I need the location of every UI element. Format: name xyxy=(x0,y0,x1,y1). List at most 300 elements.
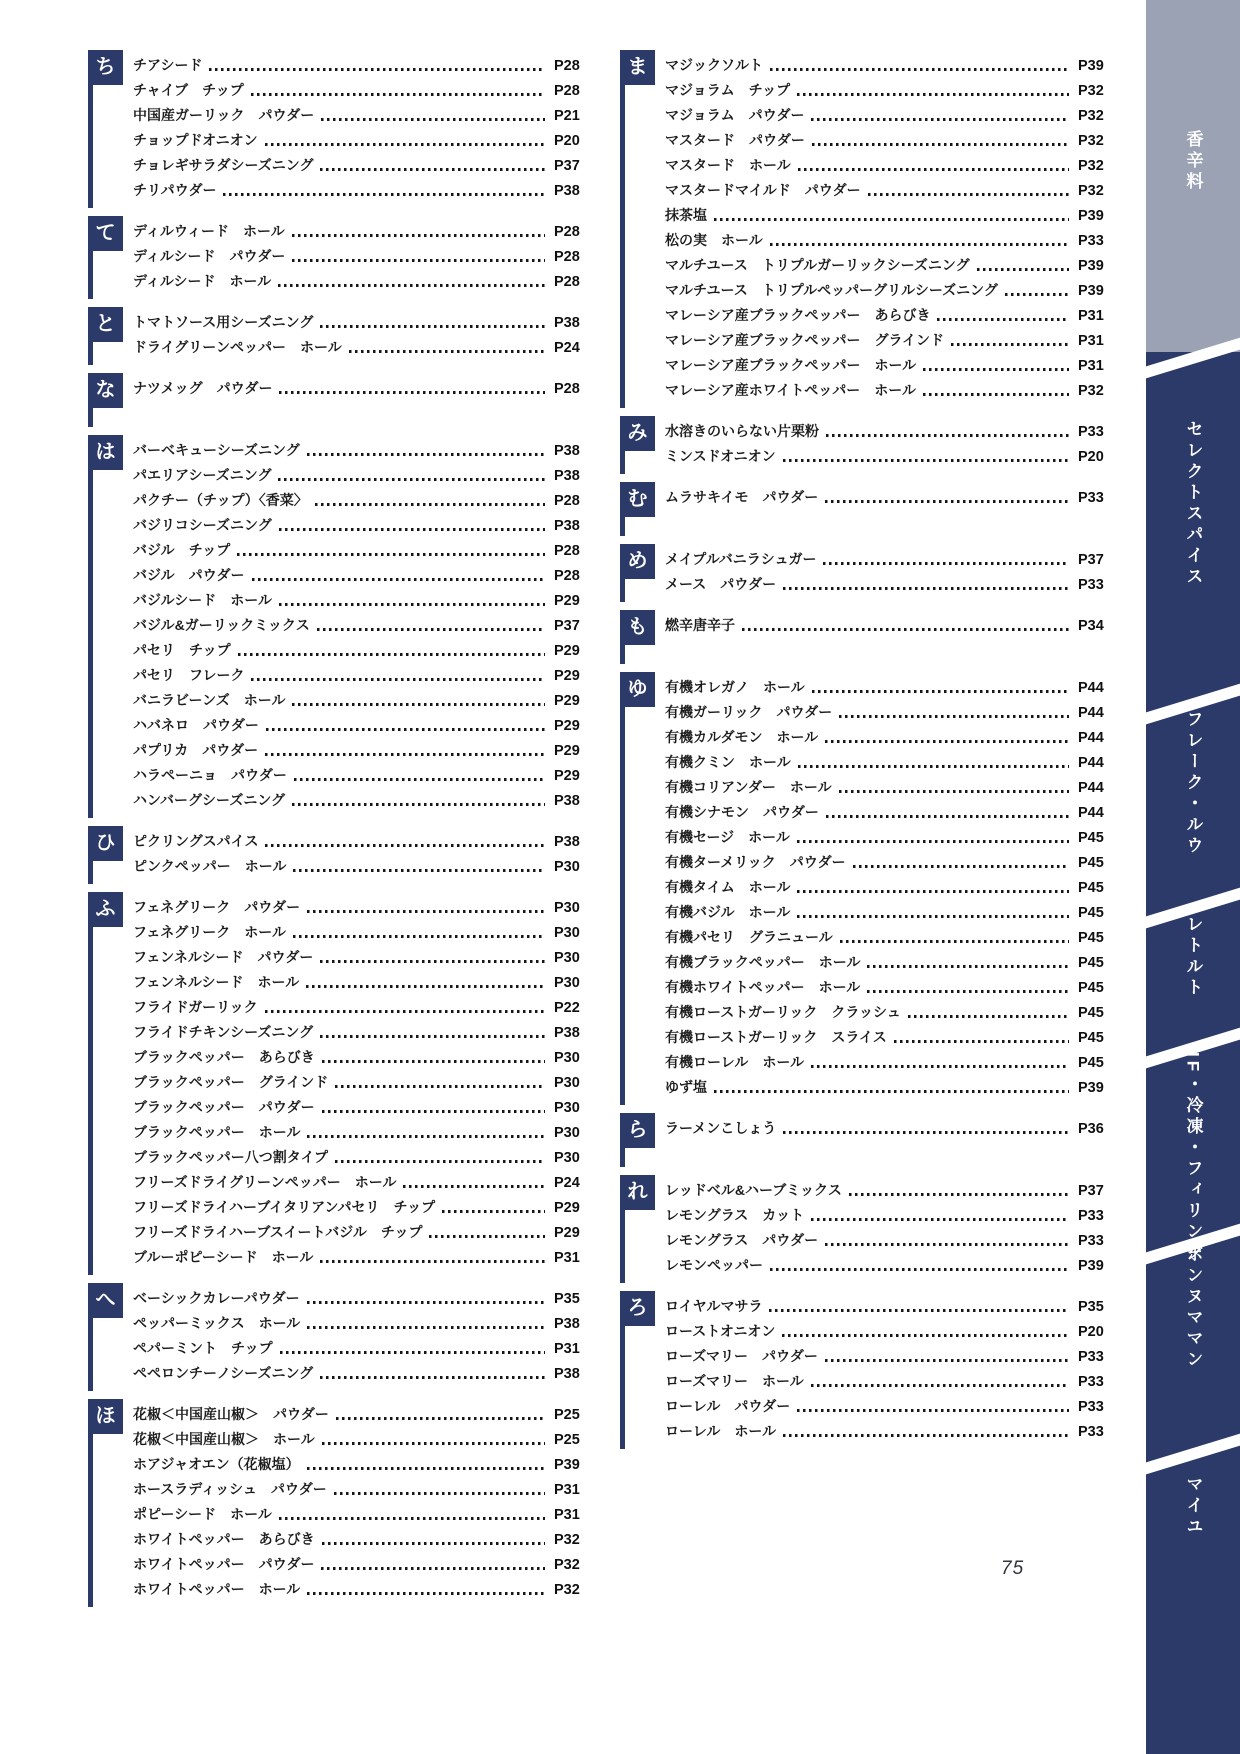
kana-badge: ま xyxy=(620,50,655,85)
index-entry[interactable] xyxy=(665,275,1118,300)
index-section-む xyxy=(620,482,1118,528)
entry-page-ref: P28 xyxy=(554,58,580,74)
kana-badge: む xyxy=(620,482,655,517)
entry-page-ref: P39 xyxy=(1078,1258,1104,1274)
index-entry[interactable] xyxy=(133,1574,594,1599)
index-entry[interactable] xyxy=(665,772,1118,797)
entry-page-ref: P31 xyxy=(1078,358,1104,374)
index-entry[interactable] xyxy=(665,200,1118,225)
entry-name: ピンクペッパー ホール xyxy=(133,858,287,874)
dotted-leader xyxy=(923,368,1069,371)
dotted-leader xyxy=(811,1218,1069,1221)
dotted-leader xyxy=(315,503,545,506)
index-entry[interactable] xyxy=(133,1067,594,1092)
entry-name: トマトソース用シーズニング xyxy=(133,314,314,330)
dotted-leader xyxy=(292,803,545,806)
entry-page-ref: P45 xyxy=(1078,1030,1104,1046)
index-entry[interactable] xyxy=(665,569,1118,594)
entry-name: ローズマリー ホール xyxy=(665,1373,804,1389)
sidebar-tab-4[interactable]: レトルト xyxy=(1183,915,1203,999)
index-entry[interactable] xyxy=(133,332,594,357)
dotted-leader xyxy=(770,68,1069,71)
dotted-leader xyxy=(798,168,1069,171)
index-entry[interactable] xyxy=(133,1524,594,1549)
entry-name: チリパウダー xyxy=(133,182,217,198)
index-section-ゆ xyxy=(620,672,1118,1097)
index-entry[interactable] xyxy=(665,722,1118,747)
index-entry[interactable] xyxy=(133,175,594,200)
entry-name: フェネグリーク ホール xyxy=(133,924,287,940)
section-entries xyxy=(133,1399,594,1599)
index-entry[interactable] xyxy=(665,797,1118,822)
section-entries xyxy=(665,544,1118,594)
section-rule xyxy=(620,1210,625,1283)
index-entry[interactable] xyxy=(133,760,594,785)
dotted-leader xyxy=(797,840,1069,843)
entry-page-ref: P35 xyxy=(554,1291,580,1307)
entry-page-ref: P29 xyxy=(554,668,580,684)
dotted-leader xyxy=(280,1351,545,1354)
dotted-leader xyxy=(853,865,1069,868)
dotted-leader xyxy=(307,910,545,913)
entry-name: ホワイトペッパー ホール xyxy=(133,1581,301,1597)
index-entry[interactable] xyxy=(665,150,1118,175)
section-entries xyxy=(133,216,594,291)
entry-name: マレーシア産ホワイトペッパー ホール xyxy=(665,382,917,398)
dotted-leader xyxy=(951,343,1069,346)
dotted-leader xyxy=(293,869,545,872)
index-entry[interactable] xyxy=(133,373,594,398)
entry-page-ref: P44 xyxy=(1078,780,1104,796)
entry-name: マレーシア産ブラックペッパー あらびき xyxy=(665,307,931,323)
dotted-leader xyxy=(923,393,1069,396)
index-entry[interactable] xyxy=(665,1200,1118,1225)
entry-name: チアシード xyxy=(133,57,203,73)
index-entry[interactable] xyxy=(665,922,1118,947)
index-entry[interactable] xyxy=(665,1291,1118,1316)
index-entry[interactable] xyxy=(665,1416,1118,1441)
index-entry[interactable] xyxy=(133,1192,594,1217)
entry-name: レモンペッパー xyxy=(665,1257,763,1273)
entry-name: 有機タイム ホール xyxy=(665,879,791,895)
index-entry[interactable] xyxy=(665,1316,1118,1341)
index-entry[interactable] xyxy=(133,1308,594,1333)
index-entry[interactable] xyxy=(133,1449,594,1474)
entry-page-ref: P44 xyxy=(1078,730,1104,746)
index-entry[interactable] xyxy=(665,75,1118,100)
index-section-み xyxy=(620,416,1118,466)
entry-name: ローレル ホール xyxy=(665,1423,777,1439)
index-entry[interactable] xyxy=(133,1142,594,1167)
dotted-leader xyxy=(811,1384,1069,1387)
index-entry[interactable] xyxy=(665,300,1118,325)
entry-page-ref: P37 xyxy=(554,618,580,634)
index-entry[interactable] xyxy=(133,560,594,585)
dotted-leader xyxy=(223,193,545,196)
index-entry[interactable] xyxy=(665,997,1118,1022)
entry-page-ref: P45 xyxy=(1078,980,1104,996)
index-entry[interactable] xyxy=(133,307,594,332)
entry-name: レモングラス パウダー xyxy=(665,1232,819,1248)
entry-name: フェンネルシード パウダー xyxy=(133,949,314,965)
index-entry[interactable] xyxy=(665,1225,1118,1250)
entry-name: 有機シナモン パウダー xyxy=(665,804,819,820)
entry-page-ref: P36 xyxy=(1078,1121,1104,1137)
entry-page-ref: P30 xyxy=(554,1075,580,1091)
entry-name: ブルーポピーシード ホール xyxy=(133,1249,314,1265)
index-entry[interactable] xyxy=(665,250,1118,275)
index-entry[interactable] xyxy=(665,544,1118,569)
index-entry[interactable] xyxy=(133,1242,594,1267)
entry-name: 有機ローレル ホール xyxy=(665,1054,805,1070)
dotted-leader xyxy=(812,143,1069,146)
dotted-leader xyxy=(279,1517,545,1520)
entry-name: パセリ フレーク xyxy=(133,667,245,683)
entry-name: フライドガーリック xyxy=(133,999,258,1015)
index-entry[interactable] xyxy=(665,972,1118,997)
index-entry[interactable] xyxy=(133,485,594,510)
entry-name: フリーズドライグリーンペッパー ホール xyxy=(133,1174,397,1190)
entry-name: ローストオニオン xyxy=(665,1323,776,1339)
entry-page-ref: P38 xyxy=(554,1316,580,1332)
index-entry[interactable] xyxy=(665,697,1118,722)
entry-name: ピクリングスパイス xyxy=(133,833,259,849)
section-entries xyxy=(665,610,1118,656)
index-entry[interactable] xyxy=(133,851,594,876)
index-column-left xyxy=(88,50,594,1615)
entry-page-ref: P38 xyxy=(554,183,580,199)
sidebar-tab-1[interactable]: 香辛料 xyxy=(1183,130,1203,193)
dotted-leader xyxy=(336,1417,545,1420)
entry-page-ref: P33 xyxy=(1078,1349,1104,1365)
index-entry[interactable] xyxy=(665,1072,1118,1097)
dotted-leader xyxy=(797,93,1069,96)
index-entry[interactable] xyxy=(665,50,1118,75)
index-entry[interactable] xyxy=(665,175,1118,200)
index-entry[interactable] xyxy=(133,710,594,735)
index-entry[interactable] xyxy=(133,967,594,992)
sidebar-tab-3[interactable]: フレーク・ルウ xyxy=(1183,710,1203,857)
page-number: 75 xyxy=(1001,1558,1025,1579)
entry-name: ホワイトペッパー パウダー xyxy=(133,1556,315,1572)
index-entry[interactable] xyxy=(133,785,594,810)
index-entry[interactable] xyxy=(665,947,1118,972)
entry-page-ref: P29 xyxy=(554,593,580,609)
index-entry[interactable] xyxy=(133,1217,594,1242)
dotted-leader xyxy=(321,118,545,121)
entry-name: ドライグリーンペッパー ホール xyxy=(133,339,342,355)
entry-name: ペパーミント チップ xyxy=(133,1340,273,1356)
entry-page-ref: P30 xyxy=(554,950,580,966)
dotted-leader xyxy=(306,985,545,988)
dotted-leader xyxy=(770,243,1069,246)
entry-page-ref: P31 xyxy=(1078,308,1104,324)
index-entry[interactable] xyxy=(133,125,594,150)
entry-name: 有機ローストガーリック スライス xyxy=(665,1029,887,1045)
entry-page-ref: P38 xyxy=(554,1025,580,1041)
sidebar-tab-2[interactable]: セレクトスパイス xyxy=(1183,420,1203,588)
entry-page-ref: P39 xyxy=(1078,208,1104,224)
entry-name: ブラックペッパー あらびき xyxy=(133,1049,315,1065)
section-rule xyxy=(88,1434,93,1607)
dotted-leader xyxy=(320,1035,545,1038)
dotted-leader xyxy=(429,1235,545,1238)
section-rule xyxy=(620,451,625,474)
index-entry[interactable] xyxy=(665,1250,1118,1275)
entry-page-ref: P37 xyxy=(1078,1183,1104,1199)
index-entry[interactable] xyxy=(133,1333,594,1358)
index-entry[interactable] xyxy=(133,216,594,241)
entry-name: 有機ターメリック パウダー xyxy=(665,854,846,870)
entry-page-ref: P30 xyxy=(554,1100,580,1116)
index-entry[interactable] xyxy=(665,100,1118,125)
index-entry[interactable] xyxy=(133,1549,594,1574)
dotted-leader xyxy=(320,1376,545,1379)
dotted-leader xyxy=(279,603,545,606)
entry-page-ref: P37 xyxy=(1078,552,1104,568)
entry-page-ref: P30 xyxy=(554,925,580,941)
section-rule xyxy=(88,408,93,427)
sidebar-tab-7[interactable]: マイユ xyxy=(1183,1475,1203,1538)
section-rail xyxy=(620,416,665,466)
index-section-ち xyxy=(88,50,594,200)
section-entries xyxy=(665,1113,1118,1159)
index-section-ふ xyxy=(88,892,594,1267)
index-entry[interactable] xyxy=(665,872,1118,897)
index-entry[interactable] xyxy=(665,1047,1118,1072)
entry-page-ref: P38 xyxy=(554,518,580,534)
index-section-も xyxy=(620,610,1118,656)
entry-page-ref: P31 xyxy=(554,1507,580,1523)
dotted-leader xyxy=(937,318,1069,321)
entry-page-ref: P45 xyxy=(1078,830,1104,846)
entry-page-ref: P29 xyxy=(554,693,580,709)
entry-name: チャイブ チップ xyxy=(133,82,244,98)
index-entry[interactable] xyxy=(133,892,594,917)
dotted-leader xyxy=(714,1090,1069,1093)
index-entry[interactable] xyxy=(665,1341,1118,1366)
index-entry[interactable] xyxy=(133,460,594,485)
section-entries xyxy=(665,1175,1118,1275)
index-entry[interactable] xyxy=(665,1113,1118,1138)
entry-name: ブラックペッパー パウダー xyxy=(133,1099,315,1115)
entry-page-ref: P35 xyxy=(1078,1299,1104,1315)
index-entry[interactable] xyxy=(665,1391,1118,1416)
entry-page-ref: P24 xyxy=(554,1175,580,1191)
index-entry[interactable] xyxy=(133,685,594,710)
entry-name: 有機カルダモン ホール xyxy=(665,729,819,745)
entry-name: ペッパーミックス ホール xyxy=(133,1315,301,1331)
dotted-leader xyxy=(266,728,545,731)
index-entry[interactable] xyxy=(665,847,1118,872)
index-entry[interactable] xyxy=(665,225,1118,250)
index-section-て xyxy=(88,216,594,291)
entry-name: 有機パセリ グラニュール xyxy=(665,929,833,945)
index-entry[interactable] xyxy=(133,1424,594,1449)
index-section-ひ xyxy=(88,826,594,876)
index-entry[interactable] xyxy=(133,942,594,967)
entry-page-ref: P20 xyxy=(554,133,580,149)
entry-name: フライドチキンシーズニング xyxy=(133,1024,314,1040)
dotted-leader xyxy=(322,1060,545,1063)
index-entry[interactable] xyxy=(133,635,594,660)
index-entry[interactable] xyxy=(133,50,594,75)
entry-name: ディルシード パウダー xyxy=(133,248,286,264)
entry-page-ref: P31 xyxy=(554,1341,580,1357)
index-entry[interactable] xyxy=(665,325,1118,350)
entry-name: バジリコシーズニング xyxy=(133,517,272,533)
entry-page-ref: P28 xyxy=(554,224,580,240)
index-entry[interactable] xyxy=(665,375,1118,400)
index-entry[interactable] xyxy=(133,75,594,100)
dotted-leader xyxy=(867,965,1069,968)
entry-page-ref: P32 xyxy=(1078,133,1104,149)
index-entry[interactable] xyxy=(665,897,1118,922)
dotted-leader xyxy=(797,1409,1069,1412)
entry-name: フェネグリーク パウダー xyxy=(133,899,301,915)
entry-page-ref: P30 xyxy=(554,1150,580,1166)
entry-page-ref: P45 xyxy=(1078,1005,1104,1021)
section-entries xyxy=(133,1283,594,1383)
index-entry[interactable] xyxy=(133,585,594,610)
dotted-leader xyxy=(868,193,1069,196)
entry-page-ref: P39 xyxy=(1078,283,1104,299)
index-entry[interactable] xyxy=(133,100,594,125)
index-entry[interactable] xyxy=(665,482,1118,507)
index-entry[interactable] xyxy=(665,350,1118,375)
dotted-leader xyxy=(292,234,545,237)
index-entry[interactable] xyxy=(665,125,1118,150)
entry-page-ref: P45 xyxy=(1078,1055,1104,1071)
index-entry[interactable] xyxy=(665,416,1118,441)
entry-page-ref: P33 xyxy=(1078,233,1104,249)
entry-name: メイプルバニラシュガー xyxy=(665,551,817,567)
kana-badge: な xyxy=(88,373,123,408)
dotted-leader xyxy=(714,218,1069,221)
entry-page-ref: P20 xyxy=(1078,1324,1104,1340)
section-entries xyxy=(133,307,594,357)
index-entry[interactable] xyxy=(133,1042,594,1067)
dotted-leader xyxy=(294,778,545,781)
entry-name: ブラックペッパー八つ割タイプ xyxy=(133,1149,329,1165)
section-rail xyxy=(620,544,665,594)
entry-name: バジル&ガーリックミックス xyxy=(133,617,310,633)
kana-badge: み xyxy=(620,416,655,451)
index-entry[interactable] xyxy=(133,660,594,685)
entry-page-ref: P38 xyxy=(554,443,580,459)
index-entry[interactable] xyxy=(133,266,594,291)
index-entry[interactable] xyxy=(133,917,594,942)
entry-name: マレーシア産ブラックペッパー グラインド xyxy=(665,332,945,348)
index-entry[interactable] xyxy=(133,735,594,760)
dotted-leader xyxy=(825,1359,1069,1362)
dotted-leader xyxy=(825,500,1069,503)
entry-page-ref: P32 xyxy=(1078,183,1104,199)
dotted-leader xyxy=(849,1193,1069,1196)
index-section-れ xyxy=(620,1175,1118,1275)
dotted-leader xyxy=(812,690,1069,693)
section-entries xyxy=(133,373,594,419)
index-entry[interactable] xyxy=(665,441,1118,466)
entry-name: 中国産ガーリック パウダー xyxy=(133,107,315,123)
section-entries xyxy=(665,416,1118,466)
dotted-leader xyxy=(278,284,545,287)
section-rail xyxy=(88,50,133,200)
index-entry[interactable] xyxy=(133,1092,594,1117)
dotted-leader xyxy=(307,1326,545,1329)
sidebar-tab-6[interactable]: ボンヌママン xyxy=(1183,1245,1203,1371)
index-entry[interactable] xyxy=(665,747,1118,772)
entry-page-ref: P28 xyxy=(554,493,580,509)
kana-badge: ち xyxy=(88,50,123,85)
index-entry[interactable] xyxy=(665,1366,1118,1391)
sidebar-tab-5[interactable]: IF・冷凍・フィリング xyxy=(1183,1052,1203,1265)
index-entry[interactable] xyxy=(133,826,594,851)
entry-name: ディルシード ホール xyxy=(133,273,272,289)
dotted-leader xyxy=(293,935,545,938)
entry-name: バニラビーンズ ホール xyxy=(133,692,286,708)
dotted-leader xyxy=(825,740,1069,743)
section-rail xyxy=(620,50,665,400)
index-entry[interactable] xyxy=(133,435,594,460)
section-entries xyxy=(665,672,1118,1097)
index-entry[interactable] xyxy=(133,1399,594,1424)
dotted-leader xyxy=(769,1309,1069,1312)
dotted-leader xyxy=(839,790,1069,793)
index-entry[interactable] xyxy=(133,1499,594,1524)
index-entry[interactable] xyxy=(665,1175,1118,1200)
index-entry[interactable] xyxy=(133,1358,594,1383)
section-rail xyxy=(620,610,665,656)
entry-page-ref: P31 xyxy=(554,1482,580,1498)
index-entry[interactable] xyxy=(133,535,594,560)
index-section-な xyxy=(88,373,594,419)
entry-name: ベーシックカレーパウダー xyxy=(133,1290,300,1306)
entry-name: 有機ホワイトペッパー ホール xyxy=(665,979,861,995)
entry-name: 花椒＜中国産山椒＞ パウダー xyxy=(133,1406,329,1422)
section-entries xyxy=(133,826,594,876)
index-entry[interactable] xyxy=(133,1283,594,1308)
entry-page-ref: P33 xyxy=(1078,1399,1104,1415)
index-entry[interactable] xyxy=(133,1167,594,1192)
index-entry[interactable] xyxy=(665,672,1118,697)
entry-page-ref: P33 xyxy=(1078,1208,1104,1224)
index-entry[interactable] xyxy=(133,992,594,1017)
index-entry[interactable] xyxy=(133,610,594,635)
index-entry[interactable] xyxy=(133,1017,594,1042)
index-entry[interactable] xyxy=(665,822,1118,847)
index-section-ま xyxy=(620,50,1118,400)
entry-name: ハンバーグシーズニング xyxy=(133,792,286,808)
index-entry[interactable] xyxy=(665,610,1118,635)
index-entry[interactable] xyxy=(665,1022,1118,1047)
index-entry[interactable] xyxy=(133,510,594,535)
dotted-leader xyxy=(320,960,545,963)
index-entry[interactable] xyxy=(133,1474,594,1499)
index-entry[interactable] xyxy=(133,241,594,266)
entry-page-ref: P29 xyxy=(554,743,580,759)
section-rule xyxy=(620,517,625,536)
dotted-leader xyxy=(292,703,545,706)
entry-page-ref: P45 xyxy=(1078,905,1104,921)
section-rule xyxy=(88,1318,93,1391)
kana-badge: へ xyxy=(88,1283,123,1318)
entry-page-ref: P28 xyxy=(554,381,580,397)
index-entry[interactable] xyxy=(133,150,594,175)
dotted-leader xyxy=(782,1334,1069,1337)
chapter-tab-sidebar xyxy=(1146,0,1240,1754)
index-entry[interactable] xyxy=(133,1117,594,1142)
